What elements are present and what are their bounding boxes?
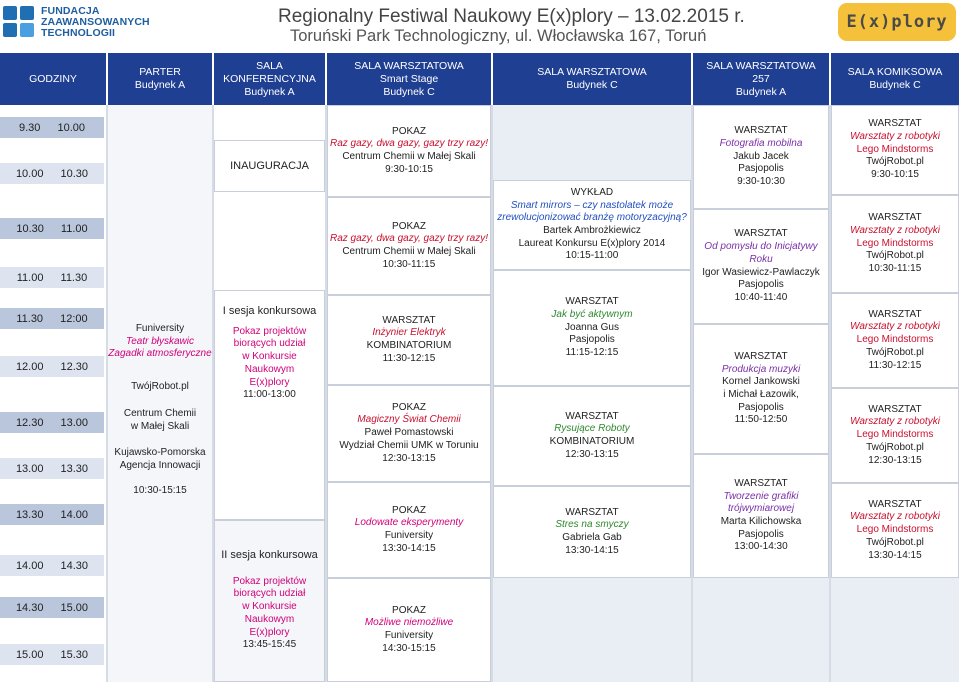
time-slot: 10.00 10.30 xyxy=(0,163,104,184)
event-time: 10:30-11:15 xyxy=(382,258,436,270)
event-presenter: Gabriela Gab xyxy=(562,532,622,543)
session-desc: w Konkursie xyxy=(242,351,297,363)
time-slot: 11.00 11.30 xyxy=(0,267,104,288)
event-time: 9:30-10:15 xyxy=(871,169,919,181)
smart-event-6 xyxy=(327,578,491,682)
logo-line: ZAAWANSOWANYCH xyxy=(41,15,150,28)
event-title: Stres na smyczy xyxy=(555,519,629,531)
event-title: Smart mirrors – czy nastolatek może xyxy=(510,199,674,211)
time-slot: 13.30 14.00 xyxy=(0,504,104,525)
column-sublabel: Budynek C xyxy=(566,79,618,91)
session-title: I sesja konkursowa xyxy=(222,305,317,317)
column-sublabel: 257 xyxy=(752,72,770,85)
column-label: PARTER xyxy=(139,66,181,78)
session-title: II sesja konkursowa xyxy=(221,549,318,561)
event-presenter: TwójRobot.pl xyxy=(866,346,924,358)
event-type: WARSZTAT xyxy=(734,228,788,240)
column-label: SALA KOMIKSOWA xyxy=(847,66,943,78)
event-time: 12:30-13:15 xyxy=(565,448,619,460)
session-desc: Naukowym xyxy=(244,363,295,375)
session-desc: w Konkursie xyxy=(242,601,297,613)
wc-empty xyxy=(493,578,691,682)
column-sublabel: Smart Stage xyxy=(379,72,439,85)
event-time: 13:30-14:15 xyxy=(868,549,922,561)
event-title: Możliwe niemożliwe xyxy=(364,617,454,629)
contest-session-2 xyxy=(214,520,325,682)
header xyxy=(0,0,959,50)
event-time: 13:00-14:30 xyxy=(734,541,788,553)
s257-empty xyxy=(693,578,829,682)
page-title: Regionalny Festiwal Naukowy E(x)plory – 13.02.2015 r. xyxy=(278,6,745,27)
session-desc: Pokaz projektów xyxy=(232,325,307,337)
column-sublabel: Budynek C xyxy=(869,79,921,91)
event-time: 11:15-12:15 xyxy=(565,347,619,359)
event-presenter: Pasjopolis xyxy=(569,334,615,346)
event-type: WARSZTAT xyxy=(868,118,922,130)
event-title: Warsztaty z robotyki xyxy=(850,224,940,236)
column-label: SALA WARSZTATOWA xyxy=(537,66,647,78)
event-type: POKAZ xyxy=(392,504,426,516)
session-desc: E(x)plory xyxy=(249,626,290,638)
wc-event-4 xyxy=(493,486,691,578)
column-header-hours xyxy=(0,53,106,105)
wc-event-2 xyxy=(493,270,691,386)
event-time: 12:30-13:15 xyxy=(382,452,436,464)
event-type: WARSZTAT xyxy=(565,410,619,422)
column-label: SALA WARSZTATOWA xyxy=(354,59,464,72)
column-sublabel: Budynek A xyxy=(735,85,787,98)
time-slot: 15.00 15.30 xyxy=(0,644,104,665)
event-type: WARSZTAT xyxy=(565,506,619,518)
event-time: 11:30-12:15 xyxy=(382,352,436,364)
komiks-event xyxy=(831,293,959,388)
session-desc: biorących udział xyxy=(233,588,306,600)
komiks-event xyxy=(831,483,959,578)
column-header-konferencyjna xyxy=(214,53,325,105)
event-time: 11:50-12:50 xyxy=(734,414,788,426)
event-type: POKAZ xyxy=(392,604,426,616)
event-title: INAUGURACJA xyxy=(230,159,309,172)
session-desc: Naukowym xyxy=(244,613,295,625)
event-title: Raz gazy, dwa gazy, gazy trzy razy! xyxy=(329,233,489,245)
event-presenter: Pasjopolis xyxy=(738,163,784,175)
contest-session-1 xyxy=(214,290,325,520)
logo-line: TECHNOLOGII xyxy=(41,26,116,39)
s257-event-4 xyxy=(693,454,829,578)
event-title: Produkcja muzyki xyxy=(721,363,801,375)
event-title: Warsztaty z robotyki xyxy=(850,321,940,333)
event-presenter: Centrum Chemii w Małej Skali xyxy=(342,151,476,162)
event-time: 9:30-10:30 xyxy=(737,176,785,188)
event-subtitle: Lego Mindstorms xyxy=(856,524,934,536)
event-presenter: Pasjopolis xyxy=(738,401,784,413)
event-type: WARSZTAT xyxy=(565,296,619,308)
komiks-event xyxy=(831,105,959,195)
session-desc: Pokaz projektów xyxy=(232,575,307,587)
event-presenter: Marta Kilichowska xyxy=(720,516,802,527)
event-time: 14:30-15:15 xyxy=(382,642,436,654)
s257-event-1 xyxy=(693,105,829,209)
komiks-event xyxy=(831,195,959,293)
event-presenter: TwójRobot.pl xyxy=(866,250,924,262)
s257-event-2 xyxy=(693,209,829,324)
wc-empty xyxy=(493,105,691,180)
event-type: WARSZTAT xyxy=(382,314,436,326)
event-subtitle: Lego Mindstorms xyxy=(856,143,934,155)
event-type: WARSZTAT xyxy=(868,498,922,510)
event-title: Fotografia mobilna xyxy=(719,137,803,149)
event-presenter: KOMBINATORIUM xyxy=(549,436,635,447)
event-presenter: Funiversity xyxy=(384,630,434,641)
exhibitor-name: w Małej Skali xyxy=(130,420,190,432)
event-presenter: TwójRobot.pl xyxy=(866,441,924,453)
column-header-parter xyxy=(108,53,212,105)
event-title: Raz gazy, dwa gazy, gazy trzy razy! xyxy=(329,138,489,150)
column-header-257 xyxy=(693,53,829,105)
time-slot: 14.30 15.00 xyxy=(0,597,104,618)
time-slot: 12.00 12.30 xyxy=(0,356,104,377)
event-title: Rysujące Roboty xyxy=(554,423,630,435)
exhibitor-name: Centrum Chemii xyxy=(123,407,197,419)
event-title: Magiczny Świat Chemii xyxy=(357,414,461,426)
konf-break xyxy=(214,192,325,290)
event-type: WARSZTAT xyxy=(868,403,922,415)
event-title: Warsztaty z robotyki xyxy=(850,416,940,428)
time-slot: 13.00 13.30 xyxy=(0,458,104,479)
event-title: Warsztaty z robotyki xyxy=(850,130,940,142)
event-subtitle: Lego Mindstorms xyxy=(856,237,934,249)
smart-event-3 xyxy=(327,295,491,385)
smart-event-4 xyxy=(327,385,491,482)
exhibitor-title: Teatr błyskawic xyxy=(126,335,194,347)
event-subtitle: Lego Mindstorms xyxy=(856,334,934,346)
column-label: GODZINY xyxy=(29,72,77,85)
time-slot: 12.30 13.00 xyxy=(0,412,104,433)
event-subtitle: Lego Mindstorms xyxy=(856,429,934,441)
foundation-logo-icon xyxy=(3,6,35,38)
wc-event-3 xyxy=(493,386,691,486)
time-slot: 9.30 10.00 xyxy=(0,117,104,138)
exhibit-time: 10:30-15:15 xyxy=(133,484,187,496)
komiks-event xyxy=(831,388,959,483)
event-presenter: Igor Wasiewicz-Pawlaczyk xyxy=(702,266,820,278)
logo-line: FUNDACJA xyxy=(41,4,100,17)
event-time: 10:30-11:15 xyxy=(868,263,922,275)
event-type: POKAZ xyxy=(392,125,426,137)
event-type: WARSZTAT xyxy=(734,350,788,362)
event-type: POKAZ xyxy=(392,220,426,232)
column-header-komiksowa xyxy=(831,53,959,105)
event-time: 10:40-11:40 xyxy=(734,291,788,303)
event-title: zrewolucjonizować branżę motoryzacyjną? xyxy=(497,212,687,224)
exhibitor-name: Kujawsko-Pomorska xyxy=(114,447,206,459)
exhibitor-name: TwójRobot.pl xyxy=(131,381,189,393)
event-type: WARSZTAT xyxy=(868,308,922,320)
event-time: 13:30-14:15 xyxy=(565,544,619,556)
event-title: Tworzenie grafiki xyxy=(723,490,799,502)
event-title: Roku xyxy=(749,253,773,265)
page-subtitle: Toruński Park Technologiczny, ul. Włocławska 167, Toruń xyxy=(290,27,707,45)
event-time: 10:15-11:00 xyxy=(565,250,619,262)
event-presenter: Wydział Chemii UMK w Toruniu xyxy=(339,439,479,451)
event-title: trójwymiarowej xyxy=(727,503,795,515)
smart-event-2 xyxy=(327,197,491,295)
foundation-logo xyxy=(3,4,153,40)
event-type: WARSZTAT xyxy=(868,212,922,224)
smart-event-1 xyxy=(327,105,491,197)
event-time: 13:30-14:15 xyxy=(382,542,436,554)
column-sublabel: Budynek A xyxy=(244,85,295,98)
time-slot: 11.30 12:00 xyxy=(0,308,104,329)
event-type: WARSZTAT xyxy=(734,125,788,137)
event-presenter: Kornel Jankowski xyxy=(722,376,800,388)
column-label: SALA WARSZTATOWA xyxy=(706,59,816,72)
event-time: 12:30-13:15 xyxy=(868,454,922,466)
inauguration-block xyxy=(214,140,325,192)
event-presenter: Paweł Pomastowski xyxy=(364,427,454,439)
event-time: 11:30-12:15 xyxy=(868,359,922,371)
parter-column xyxy=(108,105,212,682)
event-presenter: Laureat Konkursu E(x)plory 2014 xyxy=(518,237,666,249)
event-presenter: i Michał Łazowik, xyxy=(723,389,799,400)
event-presenter: TwójRobot.pl xyxy=(866,536,924,548)
column-sublabel: Budynek C xyxy=(383,85,435,98)
event-title: Warsztaty z robotyki xyxy=(850,511,940,523)
komiks-empty xyxy=(831,578,959,682)
column-sublabel: Budynek A xyxy=(134,79,186,91)
event-type: POKAZ xyxy=(392,401,426,413)
column-header-warsztatowa-c xyxy=(493,53,691,105)
event-title: Od pomysłu do Inicjatywy xyxy=(704,241,818,253)
event-presenter: TwójRobot.pl xyxy=(866,156,924,168)
session-time: 11:00-13:00 xyxy=(243,389,296,401)
exhibitor-name: Funiversity xyxy=(135,323,185,334)
event-presenter: Centrum Chemii w Małej Skali xyxy=(342,246,476,257)
event-presenter: Joanna Gus xyxy=(565,321,619,333)
column-header-smart-stage xyxy=(327,53,491,105)
exhibitor-name: Agencja Innowacji xyxy=(119,459,201,471)
explory-logo: E(x)plory xyxy=(838,3,956,41)
session-time: 13:45-15:45 xyxy=(242,639,297,651)
exhibitor-title: Zagadki atmosferyczne xyxy=(108,348,212,360)
session-desc: biorących udział xyxy=(233,338,306,350)
event-presenter: Jakub Jacek xyxy=(733,150,789,162)
event-presenter: Pasjopolis xyxy=(738,528,784,540)
event-presenter: KOMBINATORIUM xyxy=(366,340,452,351)
s257-event-3 xyxy=(693,324,829,454)
event-title: Inżynier Elektryk xyxy=(372,327,446,339)
event-type: WYKŁAD xyxy=(570,186,614,198)
column-label: SALA KONFERENCYJNA xyxy=(223,59,316,85)
event-presenter: Pasjopolis xyxy=(738,279,784,291)
event-title: Jak być aktywnym xyxy=(551,308,633,320)
event-type: WARSZTAT xyxy=(734,477,788,489)
event-title: Lodowate eksperymenty xyxy=(354,517,464,529)
wc-event-1 xyxy=(493,180,691,270)
session-desc: E(x)plory xyxy=(249,376,290,388)
event-presenter: Bartek Ambrożkiewicz xyxy=(543,225,641,236)
event-presenter: Funiversity xyxy=(384,530,434,541)
time-slot: 10.30 11.00 xyxy=(0,218,104,239)
event-time: 9:30-10:15 xyxy=(385,163,433,175)
time-slot: 14.00 14.30 xyxy=(0,555,104,576)
smart-event-5 xyxy=(327,482,491,578)
